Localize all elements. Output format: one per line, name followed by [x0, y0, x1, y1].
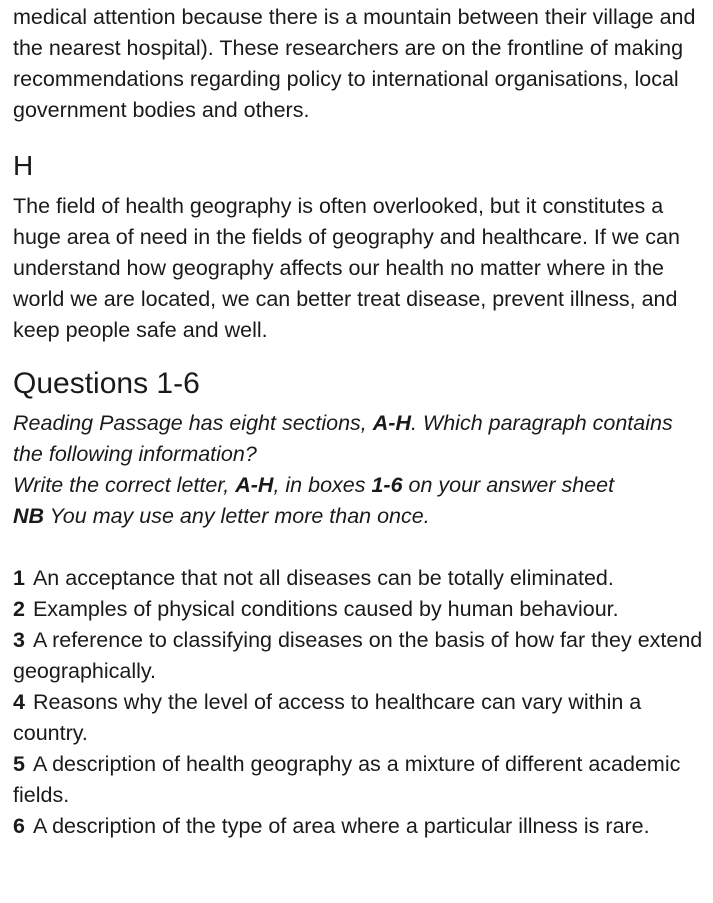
- document-page: [13, 0, 707, 842]
- question-item-4: [13, 687, 707, 749]
- passage-paragraph-h: The field of health geography is often overlooked, but it constitutes a huge area of need in the fields of geography and healthcare. If we can understand how geography affects our health no matter where in the world we are located, we can better treat disease, prevent illness, and keep people safe and well.: [13, 194, 680, 342]
- instructions-text: . Which paragraph contains the following information?: [13, 411, 673, 466]
- questions-heading: Questions 1-6: [13, 367, 200, 400]
- instructions-text: on your answer sheet: [402, 473, 615, 497]
- instructions-text: You may use any letter more than once.: [44, 504, 430, 528]
- instructions-text: Reading Passage has eight sections,: [13, 411, 373, 435]
- question-text: Reasons why the level of access to healthcare can vary within a country.: [13, 690, 642, 745]
- question-text: A description of health geography as a mixture of different academic fields.: [13, 752, 681, 807]
- instructions-text: Write the correct letter,: [13, 473, 236, 497]
- question-item-6: [13, 811, 707, 842]
- question-text: A reference to classifying diseases on the basis of how far they extend geographically.: [13, 628, 703, 683]
- section-letter-h: H: [13, 150, 34, 181]
- question-number: 4: [13, 690, 25, 714]
- instructions-bold: 1-6: [371, 473, 403, 497]
- question-item-1: [13, 563, 707, 594]
- nb-label: NB: [13, 504, 45, 528]
- instructions-bold: A-H: [235, 473, 274, 497]
- question-number: 3: [13, 628, 25, 652]
- instructions-bold: A-H: [372, 411, 411, 435]
- questions-instructions: [13, 408, 707, 532]
- question-text: A description of the type of area where a particular illness is rare.: [32, 814, 650, 838]
- question-number: 6: [13, 814, 25, 838]
- question-number: 5: [13, 752, 25, 776]
- question-text: An acceptance that not all diseases can be totally eliminated.: [32, 566, 614, 590]
- question-item-3: [13, 625, 707, 687]
- question-text: Examples of physical conditions caused by human behaviour.: [32, 597, 619, 621]
- question-item-5: [13, 749, 707, 811]
- question-item-2: [13, 594, 707, 625]
- passage-paragraph-intro: medical attention because there is a mountain between their village and the nearest hospital). These researchers are on the frontline of making recommendations regarding policy to international organisations, local government bodies and others.: [13, 5, 696, 122]
- question-list: [13, 563, 707, 842]
- question-number: 1: [13, 566, 25, 590]
- instructions-text: , in boxes: [273, 473, 372, 497]
- question-number: 2: [13, 597, 25, 621]
